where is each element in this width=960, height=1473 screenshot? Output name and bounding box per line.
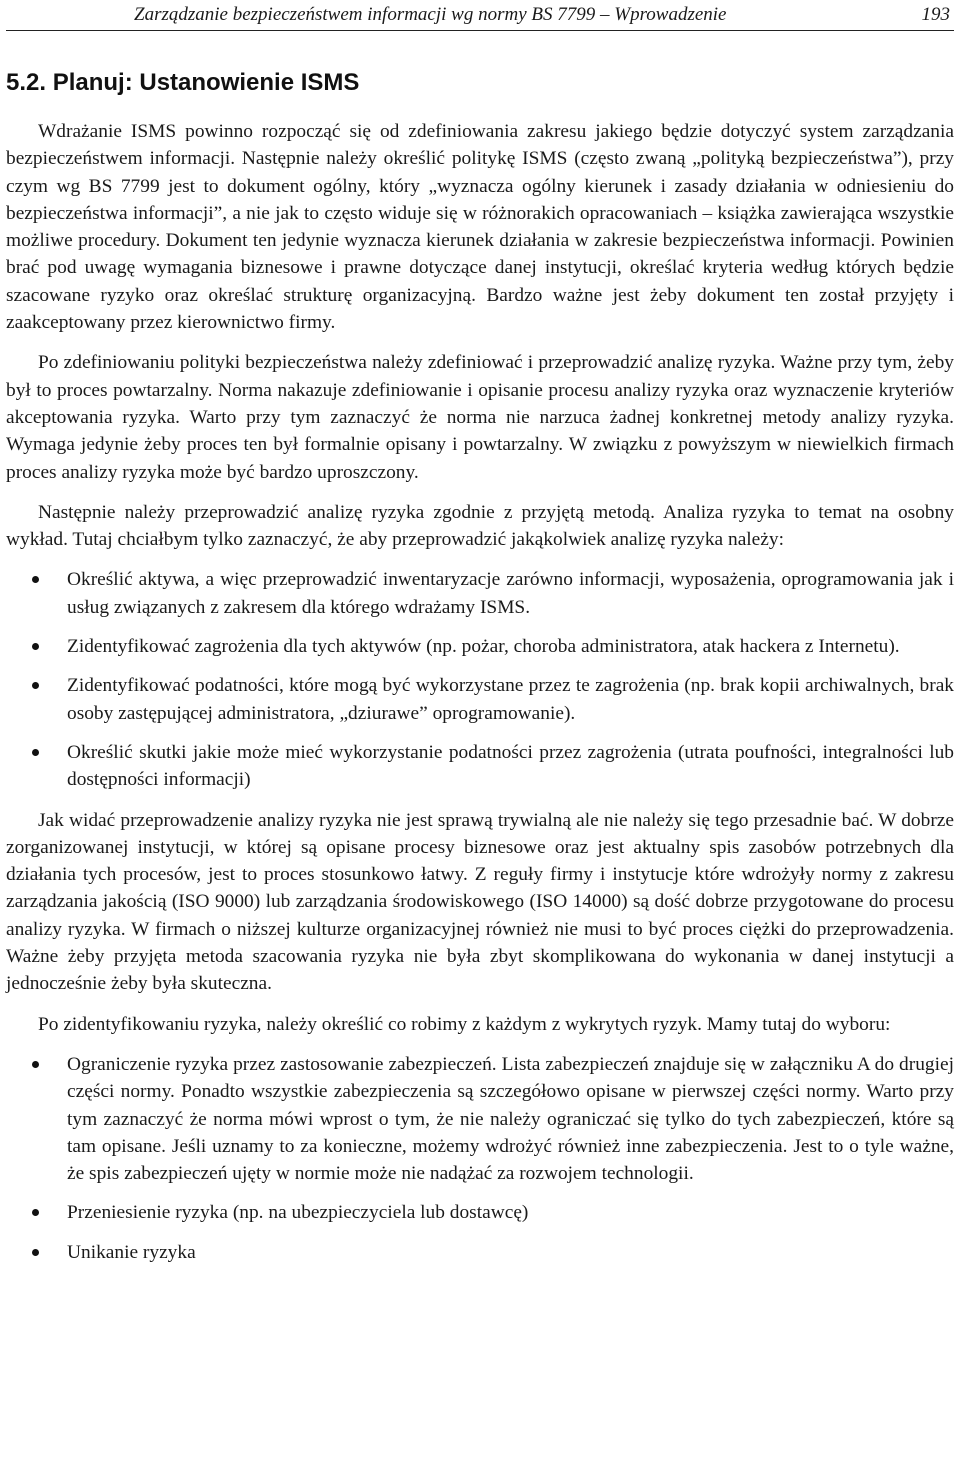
list-item: [6, 1199, 954, 1226]
document-page: [6, 0, 954, 1473]
header-title: Zarządzanie bezpieczeństwem informacji wg normy BS 7799 – Wprowadzenie: [134, 4, 727, 25]
list-item-text: Zidentyfikować podatności, które mogą być wykorzystane przez te zagrożenia (np. brak kopii archiwalnych, brak osoby zastępującej administratora, „dziurawe” oprogramowanie).: [67, 675, 954, 724]
list-item: [6, 1239, 954, 1266]
list-item: [6, 739, 954, 794]
list-item: [6, 1051, 954, 1187]
paragraph-risk-treatment-intro: Po zidentyfikowaniu ryzyka, należy określić co robimy z każdym z wykrytych ryzyk. Mamy tutaj do wyboru:: [38, 1013, 891, 1035]
list-item: [6, 566, 954, 621]
paragraph-risk-analysis-difficulty: Jak widać przeprowadzenie analizy ryzyka nie jest sprawą trywialną ale nie należy się tego przesadnie bać. W dobrze zorganizowanej instytucji, w której są opisane procesy biznesowe oraz jest aktualny spis zasobów potrzebnych dla działania tych procesów, jest to proces stosunkowo łatwy. Z reguły firmy i instytucje które wdrożyły normy z zakresu zarządzania jakością (ISO 9000) lub zarządzania środowiskowego (ISO 14000) są dość dobrze przygotowane do procesu analizy ryzyka. W firmach o niższej kulturze organizacyjnej również nie musi to być proces ciężki do przeprowadzenia. Ważne żeby przyjęta metoda szacowania ryzyka nie była zbyt skomplikowana do wykonania w danej instytucji a jednocześnie żeby była skuteczna.: [6, 809, 954, 995]
list-item-text: Określić skutki jakie może mieć wykorzystanie podatności przez zagrożenia (utrata poufności, integralności lub dostępności informacji): [67, 741, 954, 791]
bullet-icon: [32, 749, 39, 756]
risk-treatment-options-list: [6, 1051, 954, 1266]
paragraph-risk-analysis-definition: Po zdefiniowaniu polityki bezpieczeństwa należy zdefiniować i przeprowadzić analizę ryzyka. Ważne przy tym, żeby był to proces powtarzalny. Norma nakazuje zdefiniowanie i opisanie procesu analizy ryzyka oraz wyznaczenie kryteriów akceptowania ryzyka. Warto przy tym zaznaczyć że norma nie narzuca żadnej konkretnej metody analizy ryzyka. Wymaga jedynie żeby proces ten był formalnie opisany i powtarzalny. W związku z powyższym w niewielkich firmach proces analizy ryzyka może być bardzo uproszczony.: [6, 352, 954, 483]
list-item: [6, 633, 954, 660]
bullet-icon: [32, 1249, 39, 1256]
bullet-icon: [32, 1209, 39, 1216]
running-header: [6, 0, 954, 31]
list-item-text: Ograniczenie ryzyka przez zastosowanie zabezpieczeń. Lista zabezpieczeń znajduje się w załączniku A do drugiej części normy. Ponadto wszystkie zabezpieczenia są szczegółowo opisane w pierwszej części normy. Warto przy tym zaznaczyć że norma mówi wprost o tym, że nie należy ograniczać się tylko do tych zabezpieczeń, które są tam opisane. Jeśli uznamy to za konieczne, możemy wdrożyć również inne zabezpieczenia. Jest to o tyle ważne, że spis zabezpieczeń ujęty w normie może nie nadążać za rozwojem technologii.: [67, 1053, 954, 1185]
paragraph-risk-analysis-method: Następnie należy przeprowadzić analizę ryzyka zgodnie z przyjętą metodą. Analiza ryzyka to temat na osobny wykład. Tutaj chciałbym tylko zaznaczyć, że aby przeprowadzić jakąkolwiek analizę ryzyka należy:: [6, 501, 954, 551]
list-item-text: Przeniesienie ryzyka (np. na ubezpieczyciela lub dostawcę): [67, 1202, 529, 1224]
section-heading: 5.2. Planuj: Ustanowienie ISMS: [6, 69, 360, 96]
list-item-text: Zidentyfikować zagrożenia dla tych aktywów (np. pożar, choroba administratora, atak hackera z Internetu).: [67, 636, 900, 658]
bullet-icon: [32, 576, 39, 583]
page-number: 193: [921, 4, 950, 25]
paragraph-isms-scope: Wdrażanie ISMS powinno rozpocząć się od zdefiniowania zakresu jakiego będzie dotyczyć system zarządzania bezpieczeństwem informacji. Następnie należy określić politykę ISMS (często zwaną „polityką bezpieczeństwa”), przy czym wg BS 7799 jest to dokument ogólny, który „wyznacza ogólny kierunek i zasady działania w odniesieniu do bezpieczeństwa informacji”, a nie jak to często widuje się w różnorakich opracowaniach – książka zawierająca wszystkie możliwe procedury. Dokument ten jedynie wyznacza kierunek działania w zakresie bezpieczeństwa informacji. Powinien brać pod uwagę wymagania biznesowe i prawne dotyczące danej instytucji, określać kryteria według których będzie szacowane ryzyko oraz określać strukturę organizacyjną. Bardzo ważne jest żeby dokument ten został przyjęty i zaakceptowany przez kierownictwo firmy.: [6, 121, 954, 334]
bullet-icon: [32, 682, 39, 689]
list-item-text: Określić aktywa, a więc przeprowadzić inwentaryzacje zarówno informacji, wyposażenia, oprogramowania jak i usług związanych z zakresem dla którego wdrażamy ISMS.: [67, 569, 954, 618]
bullet-icon: [32, 643, 39, 650]
body-text: [6, 118, 954, 1279]
risk-analysis-steps-list: [6, 566, 954, 793]
bullet-icon: [32, 1061, 39, 1068]
list-item-text: Unikanie ryzyka: [67, 1241, 196, 1263]
list-item: [6, 672, 954, 727]
